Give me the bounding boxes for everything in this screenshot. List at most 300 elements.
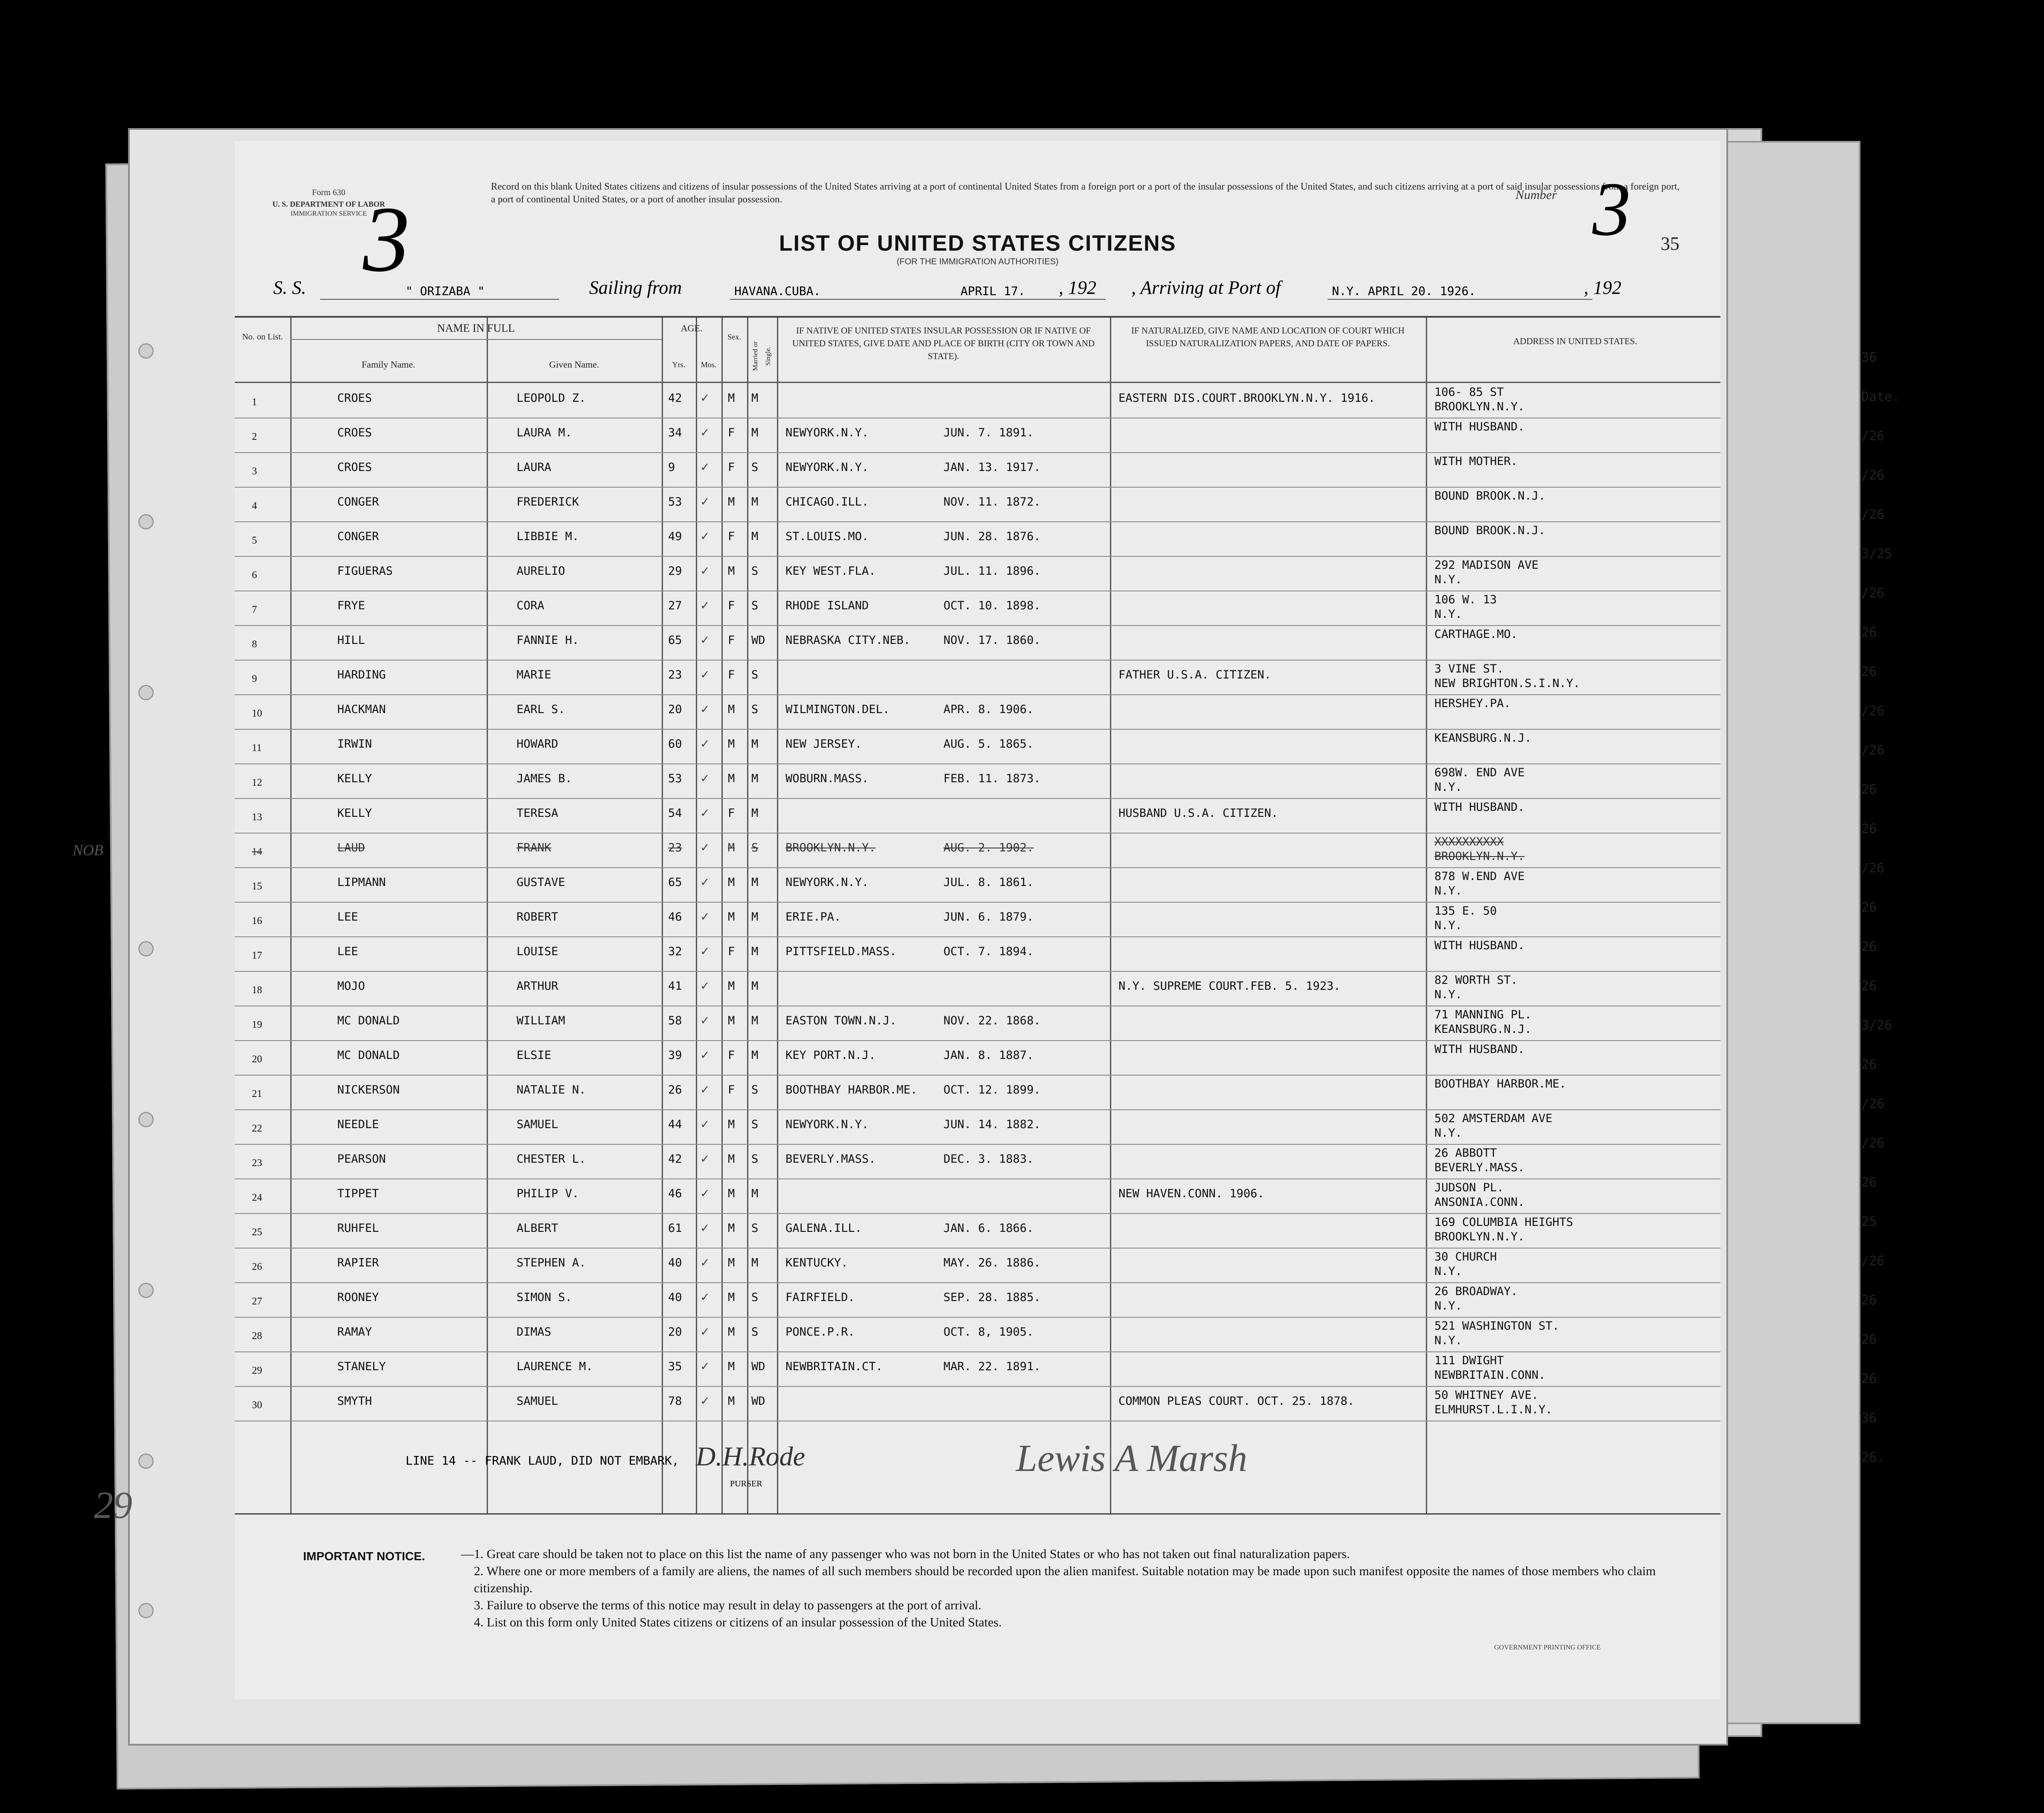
family-name: CROES: [337, 392, 372, 405]
marital-status: M: [751, 807, 759, 820]
number-label: Number: [1515, 188, 1557, 202]
check-mark-icon: ✓: [700, 1360, 710, 1373]
age-years: 53: [668, 495, 682, 509]
row-number: 27: [252, 1296, 262, 1307]
table-row: [235, 626, 1720, 660]
sailing-date: APRIL 17.: [961, 284, 1025, 298]
address-line-1: 26 BROADWAY.: [1434, 1285, 1518, 1298]
margin-date: /26: [1861, 429, 1885, 444]
row-number: 21: [252, 1088, 262, 1099]
given-name: SAMUEL: [517, 1118, 558, 1131]
sex: M: [728, 910, 735, 924]
col-naturalization: IF NATURALIZED, GIVE NAME AND LOCATION OF COURT WHICH ISSUED NATURALIZATION PAPERS, AND DATE OF PAPERS.: [1131, 325, 1405, 348]
family-name: HACKMAN: [337, 703, 386, 716]
department-name: U. S. DEPARTMENT OF LABOR: [272, 200, 385, 208]
address-line-2: N.Y.: [1434, 919, 1463, 932]
punch-hole: [138, 941, 154, 956]
age-years: 32: [668, 945, 682, 958]
given-name: PHILIP V.: [517, 1187, 579, 1200]
naturalization-court: FATHER U.S.A. CITIZEN.: [1118, 668, 1271, 681]
margin-date: 25: [1861, 1214, 1877, 1229]
marital-status: M: [751, 910, 759, 924]
margin-date: /26: [1861, 861, 1885, 876]
given-name: FANNIE H.: [517, 634, 579, 647]
address-line-1: 111 DWIGHT: [1434, 1354, 1504, 1367]
check-mark-icon: ✓: [700, 668, 710, 681]
birth-place: ST.LOUIS.MO.: [785, 530, 869, 543]
handwritten-total: 29: [94, 1484, 132, 1526]
birth-place: RHODE ISLAND: [785, 599, 869, 612]
year-label-2: , 192: [1584, 277, 1621, 298]
margin-date: /26: [1861, 1097, 1885, 1111]
family-name: IRWIN: [337, 737, 372, 751]
birth-date: APR. 8. 1906.: [943, 703, 1034, 716]
row-number: 16: [252, 915, 262, 927]
given-name: ALBERT: [517, 1222, 558, 1235]
col-marital: Married or Single.: [752, 341, 772, 371]
check-mark-icon: ✓: [700, 980, 710, 993]
family-name: ROONEY: [337, 1291, 379, 1304]
col-given-name: Given Name.: [549, 359, 599, 370]
sex: M: [728, 1222, 735, 1235]
address-line-2: BEVERLY.MASS.: [1434, 1161, 1525, 1174]
age-years: 42: [668, 1152, 682, 1166]
col-address: ADDRESS IN UNITED STATES.: [1513, 336, 1637, 346]
given-name: SIMON S.: [517, 1291, 572, 1304]
address-line-2: N.Y.: [1434, 1126, 1463, 1140]
sex: M: [728, 772, 735, 785]
arrival-underline: [1328, 299, 1592, 300]
margin-date: 26: [1861, 1057, 1877, 1072]
birth-date: JAN. 8. 1887.: [943, 1049, 1034, 1062]
family-name: TIPPET: [337, 1187, 379, 1200]
notice-item: 4. List on this form only United States citizens or citizens of an insular possession of the United States.: [474, 1615, 1002, 1629]
page-number: 35: [1661, 233, 1679, 254]
year-label-1: , 192: [1059, 277, 1096, 298]
given-name: GUSTAVE: [517, 876, 565, 889]
table-row: [235, 730, 1720, 764]
birth-place: PITTSFIELD.MASS.: [785, 945, 897, 958]
age-years: 26: [668, 1083, 682, 1097]
family-name: RAMAY: [337, 1325, 372, 1339]
address-line-2: N.Y.: [1434, 573, 1463, 586]
birth-place: EASTON TOWN.N.J.: [785, 1014, 897, 1027]
row-number: 6: [252, 570, 257, 581]
family-name: FIGUERAS: [337, 564, 393, 578]
check-mark-icon: ✓: [700, 1083, 710, 1097]
address-line-1: BOUND BROOK.N.J.: [1434, 489, 1546, 503]
table-body: [235, 384, 1720, 1443]
age-years: 41: [668, 980, 682, 993]
age-years: 60: [668, 737, 682, 751]
ship-name: " ORIZABA ": [406, 284, 485, 298]
port-underline: [730, 299, 1106, 300]
marital-status: M: [751, 876, 759, 889]
row-number: 22: [252, 1123, 262, 1134]
sex: M: [728, 392, 735, 405]
address-line-2: NEW BRIGHTON.S.I.N.Y.: [1434, 677, 1580, 690]
address-line-1: JUDSON PL.: [1434, 1181, 1504, 1194]
sex: F: [728, 1083, 735, 1097]
age-years: 78: [668, 1395, 682, 1408]
family-name: SMYTH: [337, 1395, 372, 1408]
table-row: [235, 591, 1720, 626]
given-name: SAMUEL: [517, 1395, 558, 1408]
naturalization-court: HUSBAND U.S.A. CITIZEN.: [1118, 807, 1278, 820]
margin-date: 26: [1861, 939, 1877, 954]
marital-status: S: [751, 599, 759, 612]
family-name: MOJO: [337, 980, 365, 993]
sex: M: [728, 1291, 735, 1304]
family-name: CROES: [337, 461, 372, 474]
printer-credit: GOVERNMENT PRINTING OFFICE: [1494, 1644, 1601, 1651]
given-name: STEPHEN A.: [517, 1256, 586, 1269]
sex: M: [728, 1014, 735, 1027]
marital-status: M: [751, 1256, 759, 1269]
check-mark-icon: ✓: [700, 1256, 710, 1269]
list-subtitle: (FOR THE IMMIGRATION AUTHORITIES): [896, 257, 1059, 266]
address-line-2: BROOKLYN.N.Y.: [1434, 850, 1525, 863]
table-row: [235, 1387, 1720, 1421]
table-row: [235, 1214, 1720, 1248]
row-number: 5: [252, 535, 257, 546]
age-years: 29: [668, 564, 682, 578]
sex: M: [728, 1256, 735, 1269]
birth-place: GALENA.ILL.: [785, 1222, 862, 1235]
table-row: [235, 1179, 1720, 1214]
check-mark-icon: ✓: [700, 807, 710, 820]
punch-hole: [138, 1283, 154, 1298]
margin-date: 26: [1861, 1175, 1877, 1190]
age-years: 35: [668, 1360, 682, 1373]
marital-status: S: [751, 461, 759, 474]
table-row: [235, 1145, 1720, 1179]
table-row: [235, 1006, 1720, 1041]
address-line-2: N.Y.: [1434, 1299, 1463, 1313]
given-name: ARTHUR: [517, 980, 558, 993]
family-name: RAPIER: [337, 1256, 379, 1269]
birth-date: MAY. 26. 1886.: [943, 1256, 1041, 1269]
col-yrs: Yrs.: [672, 360, 686, 369]
given-name: CORA: [517, 599, 545, 612]
age-years: 27: [668, 599, 682, 612]
marital-status: S: [751, 564, 759, 578]
inspector-signature: Lewis A Marsh: [1016, 1437, 1247, 1480]
sex: M: [728, 876, 735, 889]
table-row: [235, 1318, 1720, 1352]
marital-status: M: [751, 530, 759, 543]
given-name: FREDERICK: [517, 495, 579, 509]
arriving-label: , Arriving at Port of: [1131, 277, 1281, 298]
address-line-1: 106- 85 ST: [1434, 386, 1504, 399]
sex: F: [728, 807, 735, 820]
family-name: STANELY: [337, 1360, 386, 1373]
given-name: LEOPOLD Z.: [517, 392, 586, 405]
sex: F: [728, 461, 735, 474]
table-row: [235, 972, 1720, 1006]
service-name: IMMIGRATION SERVICE: [290, 210, 367, 217]
row-number: 13: [252, 812, 262, 823]
given-name: CHESTER L.: [517, 1152, 586, 1166]
address-line-2: N.Y.: [1434, 884, 1463, 898]
table-row: [235, 695, 1720, 729]
table-row: [235, 1352, 1720, 1386]
address-line-1: 26 ABBOTT: [1434, 1146, 1497, 1160]
family-name: FRYE: [337, 599, 365, 612]
birth-date: JUN. 14. 1882.: [943, 1118, 1041, 1131]
birth-place: PONCE.P.R.: [785, 1325, 855, 1339]
list-title: LIST OF UNITED STATES CITIZENS: [779, 231, 1177, 256]
col-age: AGE.: [680, 323, 703, 333]
address-line-2: BROOKLYN.N.Y.: [1434, 400, 1525, 413]
punch-hole: [138, 343, 154, 359]
table-row: [235, 868, 1720, 902]
age-years: 23: [668, 841, 682, 854]
given-name: WILLIAM: [517, 1014, 565, 1027]
address-line-1: KEANSBURG.N.J.: [1434, 731, 1532, 745]
row-number: 19: [252, 1019, 262, 1030]
row-number: 26: [252, 1261, 262, 1272]
address-line-1: WITH HUSBAND.: [1434, 939, 1525, 952]
family-name: CROES: [337, 426, 372, 439]
check-mark-icon: ✓: [700, 530, 710, 543]
age-years: 53: [668, 772, 682, 785]
sex: M: [728, 980, 735, 993]
birth-place: NEWYORK.N.Y.: [785, 426, 869, 439]
sailing-from-label: Sailing from: [589, 277, 682, 298]
row-number: 30: [252, 1400, 262, 1411]
sex: M: [728, 1325, 735, 1339]
margin-date: /26: [1861, 468, 1885, 483]
age-years: 58: [668, 1014, 682, 1027]
address-line-1: 71 MANNING PL.: [1434, 1008, 1532, 1021]
family-name: MC DONALD: [337, 1049, 400, 1062]
row-number: 3: [252, 466, 257, 477]
address-line-1: 169 COLUMBIA HEIGHTS: [1434, 1216, 1574, 1229]
col-mos: Mos.: [701, 360, 717, 369]
address-line-1: BOOTHBAY HARBOR.ME.: [1434, 1077, 1566, 1091]
birth-place: WILMINGTON.DEL.: [785, 703, 890, 716]
margin-date: /26: [1861, 586, 1885, 601]
table-row: [235, 1110, 1720, 1144]
sex: M: [728, 564, 735, 578]
punch-hole: [138, 1112, 154, 1127]
col-sex: Sex.: [727, 333, 741, 341]
family-name: MC DONALD: [337, 1014, 400, 1027]
check-mark-icon: ✓: [700, 599, 710, 612]
naturalization-court: COMMON PLEAS COURT. OCT. 25. 1878.: [1118, 1395, 1355, 1408]
family-name: CONGER: [337, 495, 379, 509]
ss-label: S. S.: [273, 277, 306, 298]
naturalization-court: EASTERN DIS.COURT.BROOKLYN.N.Y. 1916.: [1118, 392, 1375, 405]
birth-place: NEW JERSEY.: [785, 737, 862, 751]
row-number: 20: [252, 1054, 262, 1065]
birth-date: NOV. 11. 1872.: [943, 495, 1041, 509]
marital-status: M: [751, 392, 759, 405]
marital-status: WD: [751, 634, 765, 647]
col-no: No. on List.: [242, 332, 283, 342]
check-mark-icon: ✓: [700, 876, 710, 889]
marital-status: S: [751, 1222, 759, 1235]
age-years: 23: [668, 668, 682, 681]
address-line-1: HERSHEY.PA.: [1434, 697, 1511, 710]
row-number: 29: [252, 1365, 262, 1376]
table-row: [235, 522, 1720, 556]
age-years: 44: [668, 1118, 682, 1131]
row-number: 25: [252, 1227, 262, 1238]
margin-date: 26: [1861, 1332, 1877, 1347]
age-years: 20: [668, 703, 682, 716]
age-years: 49: [668, 530, 682, 543]
marital-status: M: [751, 737, 759, 751]
col-birth: IF NATIVE OF UNITED STATES INSULAR POSSESSION OR IF NATIVE OF UNITED STATES, GIVE DATE AND PLACE OF BIRTH (CITY OR TOWN AND STATE).: [792, 325, 1095, 361]
address-line-2: NEWBRITAIN.CONN.: [1434, 1369, 1546, 1382]
check-mark-icon: ✓: [700, 1291, 710, 1304]
marital-status: S: [751, 703, 759, 716]
birth-place: BEVERLY.MASS.: [785, 1152, 876, 1166]
marital-status: WD: [751, 1360, 765, 1373]
sex: F: [728, 668, 735, 681]
age-years: 20: [668, 1325, 682, 1339]
check-mark-icon: ✓: [700, 461, 710, 474]
header-bottom-rule: [235, 382, 1720, 383]
margin-date: 3/25: [1861, 547, 1892, 561]
table-row: [235, 1249, 1720, 1283]
family-name: PEARSON: [337, 1152, 386, 1166]
address-line-1: 3 VINE ST.: [1434, 662, 1504, 675]
row-number: 17: [252, 950, 262, 961]
address-line-2: N.Y.: [1434, 1334, 1463, 1347]
sex: M: [728, 1152, 735, 1166]
check-mark-icon: ✓: [700, 772, 710, 785]
address-line-2: KEANSBURG.N.J.: [1434, 1023, 1532, 1036]
birth-date: JAN. 13. 1917.: [943, 461, 1041, 474]
address-line-1: 502 AMSTERDAM AVE: [1434, 1112, 1553, 1125]
table-row: [235, 937, 1720, 971]
given-name: LAURENCE M.: [517, 1360, 593, 1373]
check-mark-icon: ✓: [700, 392, 710, 405]
margin-date: /26: [1861, 743, 1885, 758]
margin-date: /26: [1861, 1136, 1885, 1151]
sex: F: [728, 945, 735, 958]
birth-place: KENTUCKY.: [785, 1256, 848, 1269]
address-line-2: N.Y.: [1434, 781, 1463, 794]
row-number: 12: [252, 777, 262, 788]
check-mark-icon: ✓: [700, 1152, 710, 1166]
check-mark-icon: ✓: [700, 1014, 710, 1027]
margin-date: 3/26: [1861, 1018, 1892, 1033]
birth-place: NEBRASKA CITY.NEB.: [785, 634, 911, 647]
given-name: LAURA: [517, 461, 552, 474]
address-line-1: 292 MADISON AVE: [1434, 559, 1539, 572]
age-years: 61: [668, 1222, 682, 1235]
age-years: 42: [668, 392, 682, 405]
marital-status: M: [751, 495, 759, 509]
sex: M: [728, 495, 735, 509]
address-line-1: CARTHAGE.MO.: [1434, 628, 1518, 641]
check-mark-icon: ✓: [700, 426, 710, 439]
marital-status: S: [751, 1152, 759, 1166]
birth-place: NEWYORK.N.Y.: [785, 876, 869, 889]
naturalization-court: NEW HAVEN.CONN. 1906.: [1118, 1187, 1264, 1200]
check-mark-icon: ✓: [700, 1222, 710, 1235]
birth-date: JUN. 6. 1879.: [943, 910, 1034, 924]
margin-date: 36: [1861, 350, 1877, 365]
birth-date: OCT. 7. 1894.: [943, 945, 1034, 958]
marital-status: S: [751, 668, 759, 681]
check-mark-icon: ✓: [700, 945, 710, 958]
given-name: FRANK: [517, 841, 552, 854]
birth-date: AUG. 2. 1902.: [943, 841, 1034, 854]
notice-list: [461, 1546, 1678, 1631]
birth-date: JUN. 28. 1876.: [943, 530, 1041, 543]
address-line-2: ELMHURST.L.I.N.Y.: [1434, 1403, 1553, 1416]
table-row: [235, 1041, 1720, 1075]
address-line-1: WITH HUSBAND.: [1434, 801, 1525, 814]
age-years: 65: [668, 876, 682, 889]
marital-status: M: [751, 772, 759, 785]
margin-date: Date.: [1861, 389, 1900, 404]
given-name: TERESA: [517, 807, 558, 820]
birth-place: NEWBRITAIN.CT.: [785, 1360, 883, 1373]
birth-date: JUL. 8. 1861.: [943, 876, 1034, 889]
right-margin-dates: [1861, 350, 1913, 1482]
address-line-1: WITH HUSBAND.: [1434, 1043, 1525, 1056]
margin-date: /26: [1861, 507, 1885, 522]
family-name: NEEDLE: [337, 1118, 379, 1131]
marital-status: S: [751, 1325, 759, 1339]
row-number: 7: [252, 604, 257, 615]
address-line-2: N.Y.: [1434, 988, 1463, 1001]
family-name: CONGER: [337, 530, 379, 543]
table-row: [235, 1076, 1720, 1110]
given-name: EARL S.: [517, 703, 565, 716]
punch-hole: [138, 514, 154, 529]
family-name: LEE: [337, 945, 358, 958]
punch-hole: [138, 1603, 154, 1618]
row-number: 4: [252, 500, 257, 512]
address-line-2: N.Y.: [1434, 608, 1463, 621]
address-line-1: 521 WASHINGTON ST.: [1434, 1319, 1559, 1333]
age-years: 46: [668, 910, 682, 924]
marital-status: S: [751, 1118, 759, 1131]
header-rule: [290, 339, 662, 340]
check-mark-icon: ✓: [700, 737, 710, 751]
given-name: LOUISE: [517, 945, 558, 958]
ship-underline: [320, 299, 559, 300]
birth-date: DEC. 3. 1883.: [943, 1152, 1034, 1166]
table-row: [235, 661, 1720, 695]
check-mark-icon: ✓: [700, 495, 710, 509]
marital-status: M: [751, 1049, 759, 1062]
marital-status: M: [751, 426, 759, 439]
check-mark-icon: ✓: [700, 634, 710, 647]
marital-status: M: [751, 980, 759, 993]
birth-place: NEWYORK.N.Y.: [785, 461, 869, 474]
table-row: [235, 418, 1720, 453]
address-line-1: XXXXXXXXXX: [1434, 835, 1504, 848]
marital-status: M: [751, 945, 759, 958]
age-years: 39: [668, 1049, 682, 1062]
row-number: 9: [252, 673, 257, 684]
birth-place: CHICAGO.ILL.: [785, 495, 869, 509]
arrival-port-date: N.Y. APRIL 20. 1926.: [1332, 284, 1476, 298]
margin-date: 36: [1861, 1411, 1877, 1426]
sailing-port: HAVANA.CUBA.: [734, 284, 821, 298]
birth-place: NEWYORK.N.Y.: [785, 1118, 869, 1131]
check-mark-icon: ✓: [700, 1049, 710, 1062]
citizens-table: [94, 316, 1720, 1526]
